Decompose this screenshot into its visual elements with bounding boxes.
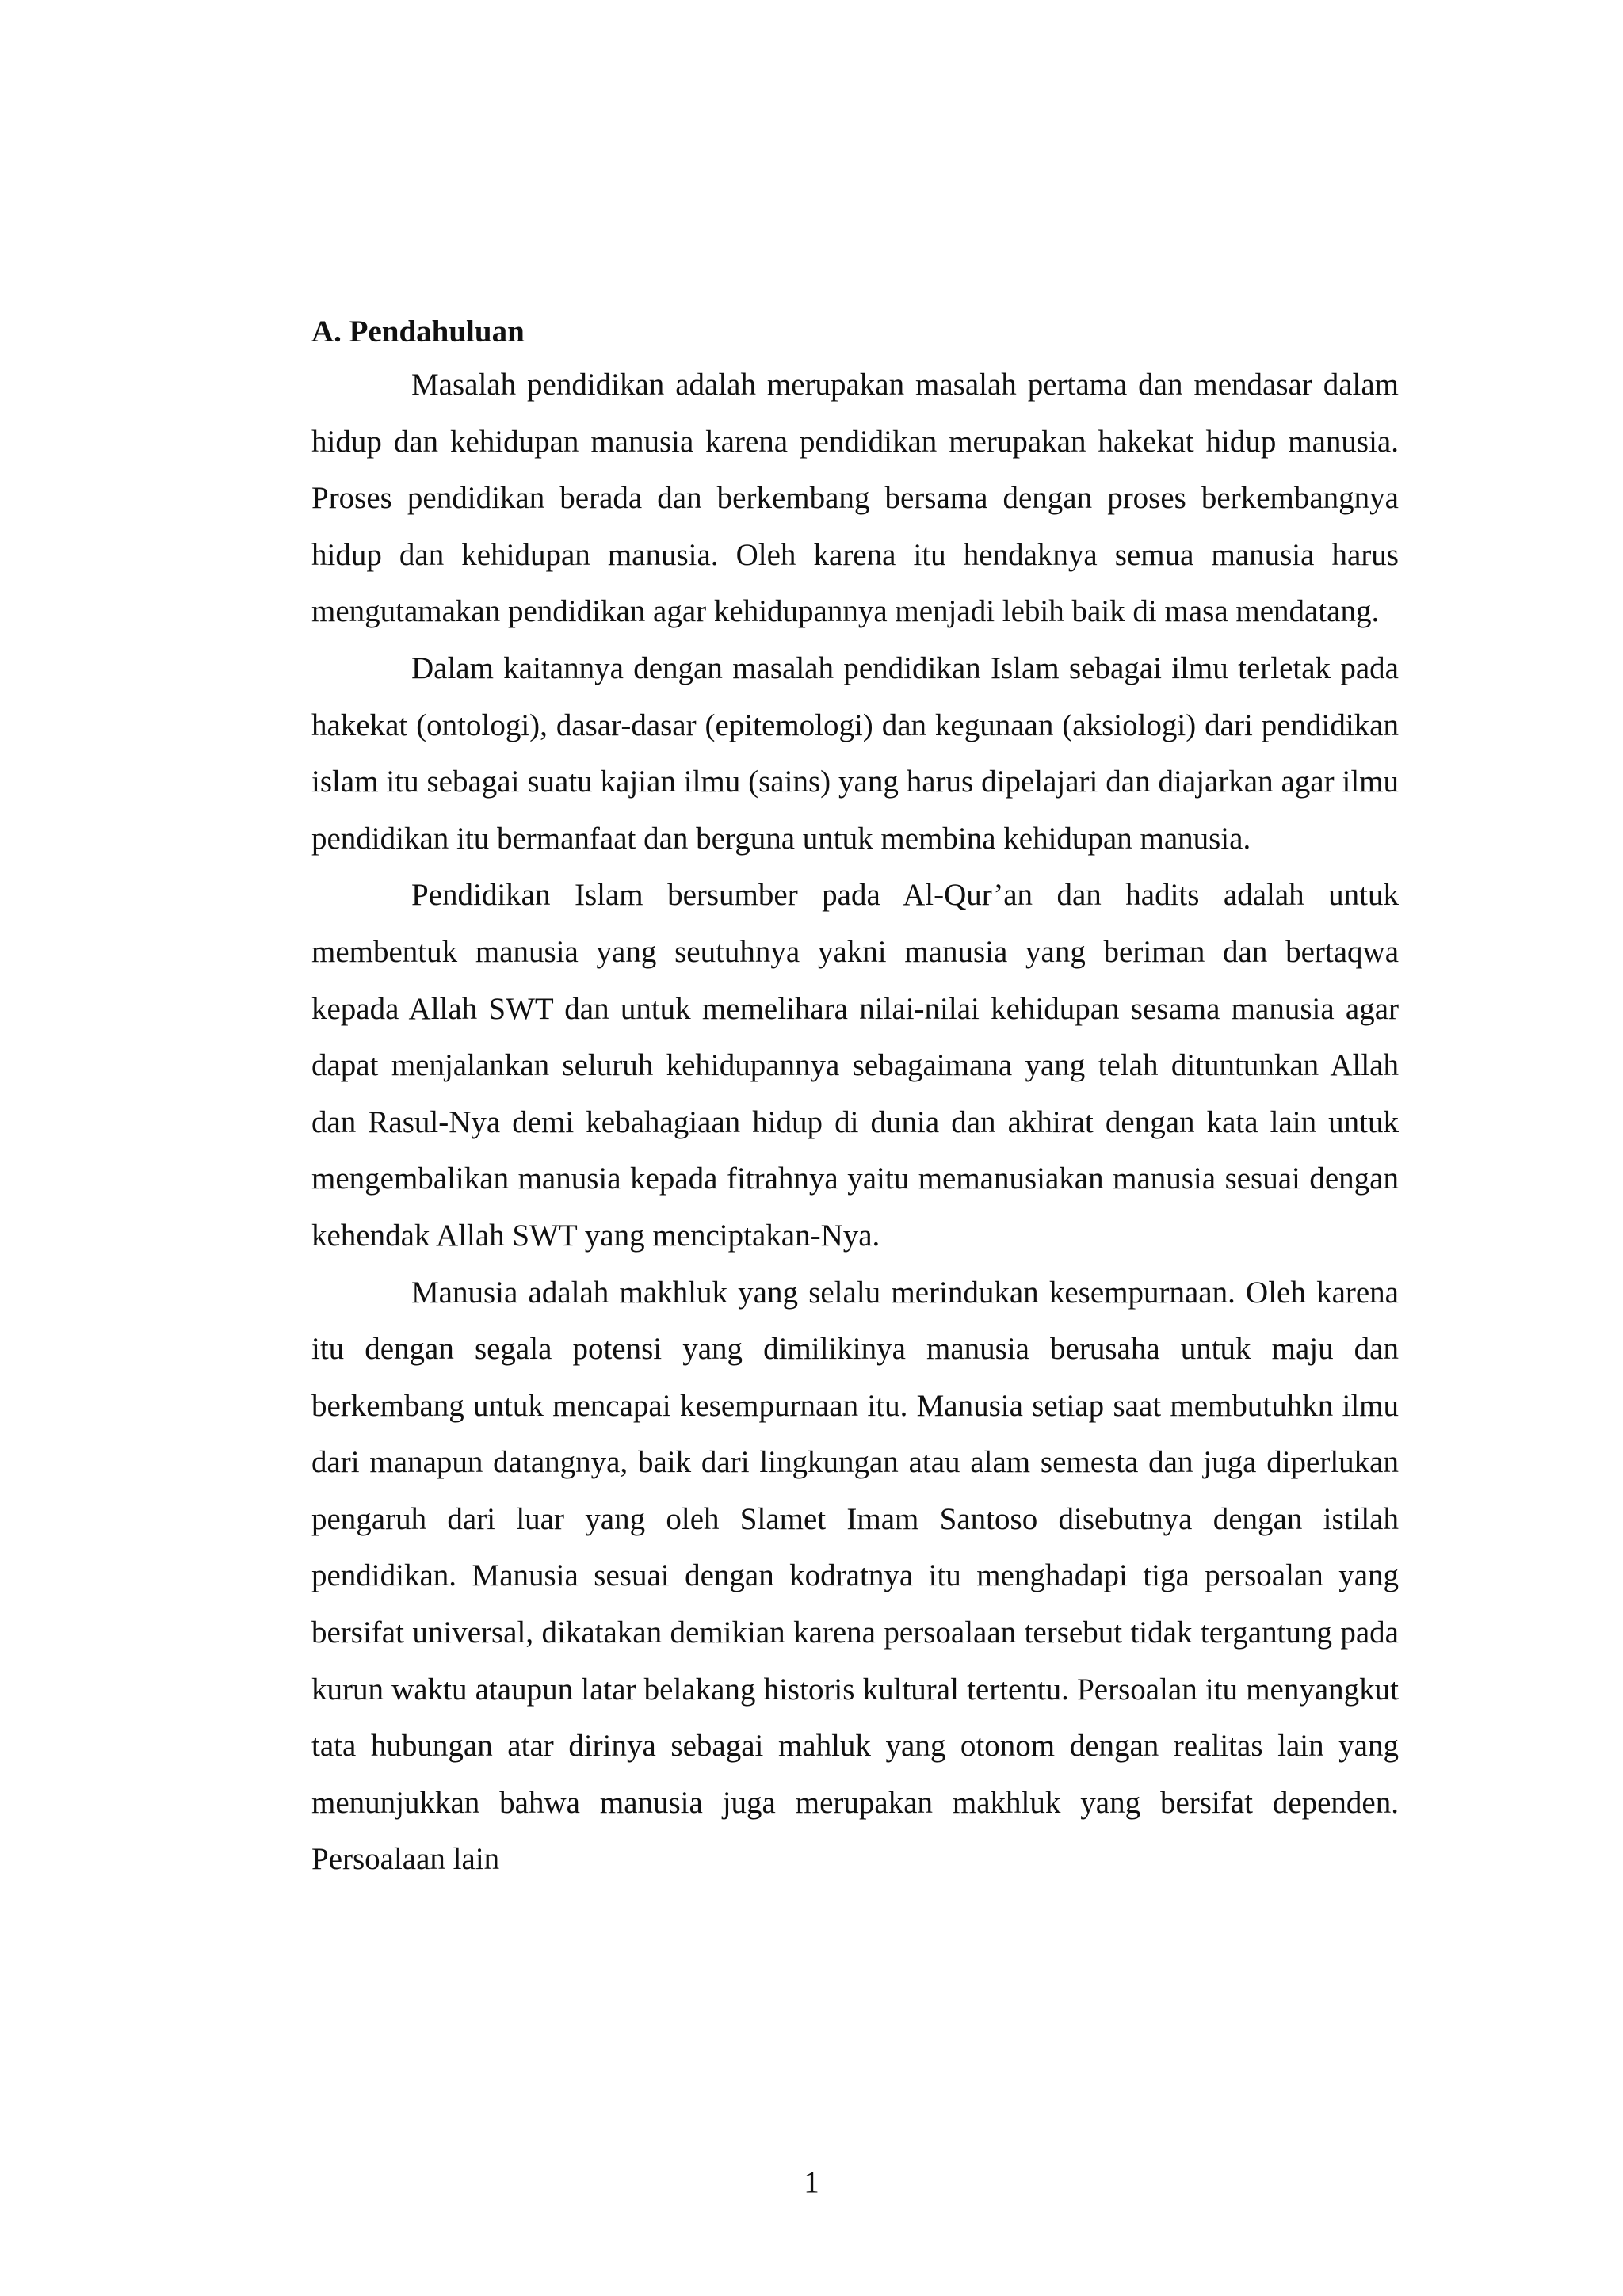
paragraph-3: Pendidikan Islam bersumber pada Al-Qur’an dan hadits adalah untuk membentuk manusia yang seutuhnya yakni manusia yang beriman dan bertaqwa kepada Allah SWT dan untuk memelihara nilai-nilai kehidupan sesama manusia agar dapat menjalankan seluruh kehidupannya sebagaimana yang telah dituntunkan Allah dan Rasul-Nya demi kebahagiaan hidup di dunia dan akhirat dengan kata lain untuk mengembalikan manusia kepada fitrahnya yaitu memanusiakan manusia sesuai dengan kehendak Allah SWT yang menciptakan-Nya. (311, 878, 1399, 1253)
section-heading: A. Pendahuluan (311, 315, 525, 349)
paragraph-2: Dalam kaitannya dengan masalah pendidikan Islam sebagai ilmu terletak pada hakekat (ontologi), dasar-dasar (epitemologi) dan kegunaan (aksiologi) dari pendidikan islam itu sebagai suatu kajian ilmu (sains) yang harus dipelajari dan diajarkan agar ilmu pendidikan itu bermanfaat dan berguna untuk membina kehidupan manusia. (311, 650, 1399, 856)
page-body (311, 307, 1399, 1888)
paragraph-4: Manusia adalah makhluk yang selalu merindukan kesempurnaan. Oleh karena itu dengan segala potensi yang dimilikinya manusia berusaha untuk maju dan berkembang untuk mencapai kesempurnaan itu. Manusia setiap saat membutuhkn ilmu dari manapun datangnya, baik dari lingkungan atau alam semesta dan juga diperlukan pengaruh dari luar yang oleh Slamet Imam Santoso disebutnya dengan istilah pendidikan. Manusia sesuai dengan kodratnya itu menghadapi tiga persoalan yang bersifat universal, dikatakan demikian karena persoalaan tersebut tidak tergantung pada kurun waktu ataupun latar belakang historis kultural tertentu. Persoalan itu menyangkut tata hubungan atar dirinya sebagai mahluk yang otonom dengan realitas lain yang menunjukkan bahwa manusia juga merupakan makhluk yang bersifat dependen. Persoalaan lain (311, 1275, 1399, 1877)
page-number: 1 (804, 2165, 819, 2199)
paragraph-1: Masalah pendidikan adalah merupakan masalah pertama dan mendasar dalam hidup dan kehidupan manusia karena pendidikan merupakan hakekat hidup manusia. Proses pendidikan berada dan berkembang bersama dengan proses berkembangnya hidup dan kehidupan manusia. Oleh karena itu hendaknya semua manusia harus mengutamakan pendidikan agar kehidupannya menjadi lebih baik di masa mendatang. (311, 368, 1399, 629)
